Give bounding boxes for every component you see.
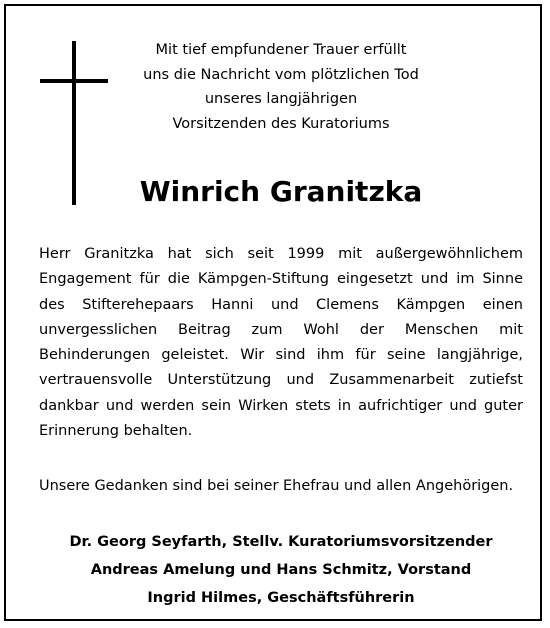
intro-text bbox=[106, 38, 456, 136]
obituary-frame bbox=[4, 4, 542, 621]
signature-line: Ingrid Hilmes, Geschäftsführerin bbox=[147, 590, 415, 606]
tribute-line: dankbar und werden sein Wirken stets in aufrichtiger und guter bbox=[39, 397, 523, 414]
signature-line: Andreas Amelung und Hans Schmitz, Vorstand bbox=[90, 562, 472, 578]
intro-line: uns die Nachricht vom plötzlichen Tod bbox=[143, 66, 419, 83]
tribute-line: unvergesslichen Beitrag zum Wohl der Menschen mit bbox=[39, 321, 523, 338]
condolence-text: Unsere Gedanken sind bei seiner Ehefrau und allen Angehörigen. bbox=[39, 478, 514, 494]
signature-block bbox=[39, 528, 523, 612]
intro-line: Vorsitzenden des Kuratoriums bbox=[172, 115, 390, 132]
tribute-line: des Stifterehepaars Hanni und Clemens Kämpgen einen bbox=[39, 296, 523, 313]
tribute-line: Behinderungen geleistet. Wir sind ihm für seine langjährige, bbox=[39, 347, 523, 364]
signature-line: Dr. Georg Seyfarth, Stellv. Kuratoriumsvorsitzender bbox=[69, 534, 493, 550]
tribute-line: Herr Granitzka hat sich seit 1999 mit außergewöhnlichem bbox=[39, 246, 523, 262]
deceased-name: Winrich Granitzka bbox=[139, 175, 423, 208]
tribute-line: vertrauensvolle Unterstützung und Zusammenarbeit zutiefst bbox=[39, 372, 523, 389]
tribute-paragraph bbox=[39, 242, 523, 444]
tribute-line: Erinnerung behalten. bbox=[39, 423, 193, 440]
intro-line: unseres langjährigen bbox=[204, 91, 358, 107]
intro-line: Mit tief empfundener Trauer erfüllt bbox=[155, 42, 407, 58]
cross-horizontal-bar bbox=[40, 79, 108, 83]
cross-vertical-bar bbox=[72, 41, 76, 205]
tribute-line: Engagement für die Kämpgen-Stiftung eingesetzt und im Sinne bbox=[39, 271, 523, 288]
